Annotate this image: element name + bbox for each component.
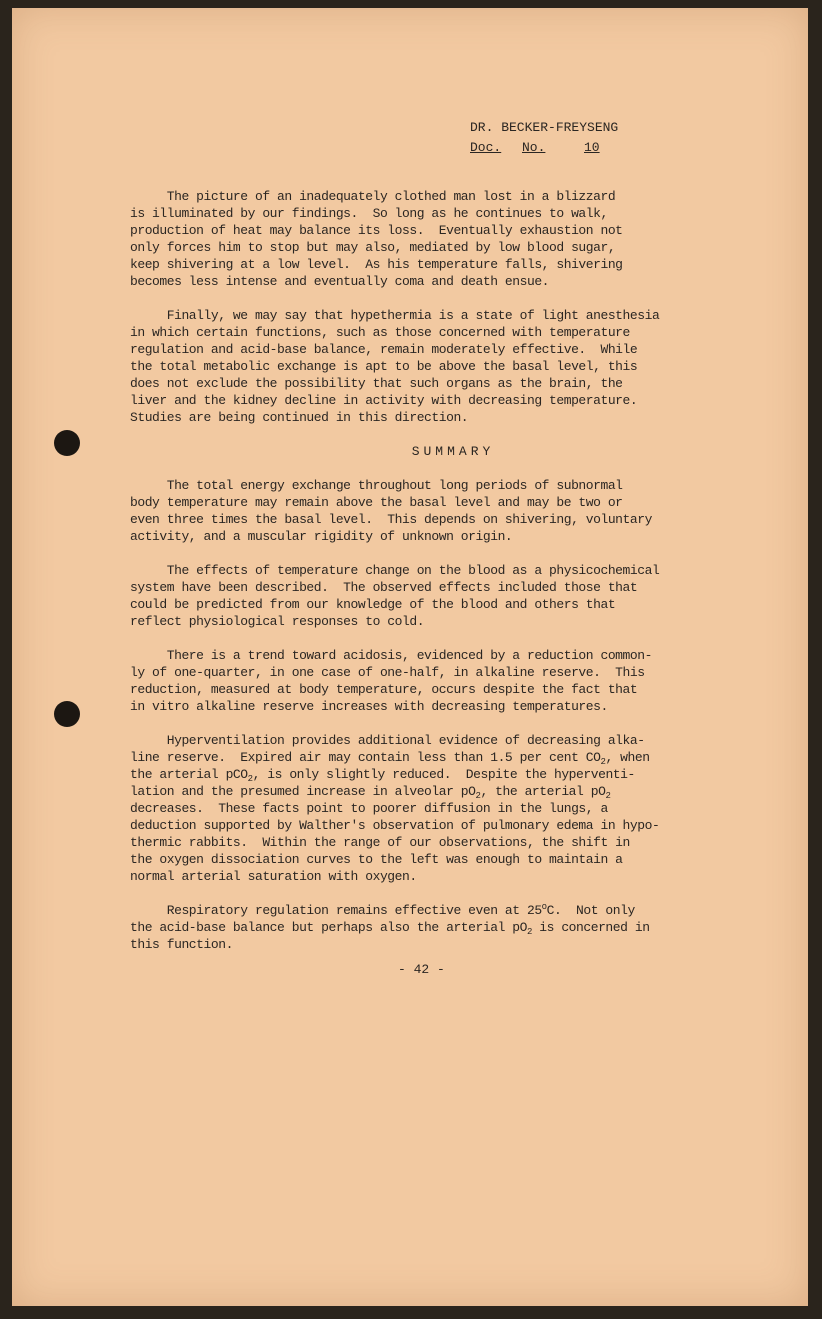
text-line: regulation and acid-base balance, remain moderately effective. While bbox=[130, 342, 638, 357]
punch-hole bbox=[54, 701, 80, 727]
author-name: DR. BECKER-FREYSENG bbox=[470, 120, 619, 135]
paragraph-acidosis bbox=[130, 647, 726, 715]
document-number-line bbox=[470, 138, 618, 158]
text-line: Studies are being continued in this direction. bbox=[130, 410, 469, 425]
paragraph-hypothermia bbox=[130, 307, 726, 426]
paragraph-hyperventilation bbox=[130, 732, 726, 885]
text-line: activity, and a muscular rigidity of unknown origin. bbox=[130, 529, 513, 544]
text-line: The effects of temperature change on the blood as a physicochemical bbox=[130, 563, 660, 578]
doc-number: 10 bbox=[584, 140, 600, 155]
text-line: There is a trend toward acidosis, evidenced by a reduction common- bbox=[130, 648, 652, 663]
text-line: deduction supported by Walther's observation of pulmonary edema in hypo- bbox=[130, 818, 660, 833]
paragraph-blood-effects bbox=[130, 562, 726, 630]
text-line: the total metabolic exchange is apt to be above the basal level, this bbox=[130, 359, 638, 374]
paragraph-energy-exchange bbox=[130, 477, 726, 545]
text-line: Finally, we may say that hypethermia is a state of light anesthesia bbox=[130, 308, 660, 323]
document-header bbox=[470, 118, 618, 158]
document-body bbox=[130, 188, 726, 953]
text-line: liver and the kidney decline in activity with decreasing temperature. bbox=[130, 393, 638, 408]
text-line: keep shivering at a low level. As his temperature falls, shivering bbox=[130, 257, 623, 272]
text-line: Hyperventilation provides additional evidence of decreasing alka- bbox=[130, 733, 645, 748]
summary-heading: SUMMARY bbox=[411, 444, 495, 459]
text-line: body temperature may remain above the basal level and may be two or bbox=[130, 495, 623, 510]
text-line: the acid-base balance but perhaps also the arterial $pO_2$ is concerned in bbox=[130, 920, 650, 937]
text-line: thermic rabbits. Within the range of our observations, the shift in bbox=[130, 835, 630, 850]
no-label: No. bbox=[522, 140, 546, 155]
text-line: reduction, measured at body temperature, occurs despite the fact that bbox=[130, 682, 638, 697]
text-line: The total energy exchange throughout long periods of subnormal bbox=[130, 478, 623, 493]
doc-label: Doc. bbox=[470, 140, 502, 155]
text-line: reflect physiological responses to cold. bbox=[130, 614, 425, 629]
text-line: this function. bbox=[130, 937, 233, 952]
text-line: system have been described. The observed effects included those that bbox=[130, 580, 638, 595]
text-line: ly of one-quarter, in one case of one-half, in alkaline reserve. This bbox=[130, 665, 645, 680]
text-line: the oxygen dissociation curves to the left was enough to maintain a bbox=[130, 852, 623, 867]
text-line: line reserve. Expired air may contain less than 1.5 per cent $CO_2$, when bbox=[130, 750, 650, 767]
text-line: could be predicted from our knowledge of the blood and others that bbox=[130, 597, 616, 612]
text-line: becomes less intense and eventually coma and death ensue. bbox=[130, 274, 550, 289]
text-line: Respiratory regulation remains effective even at 25$^o$C. Not only bbox=[130, 902, 635, 918]
text-line: production of heat may balance its loss. Eventually exhaustion not bbox=[130, 223, 623, 238]
text-line: does not exclude the possibility that such organs as the brain, the bbox=[130, 376, 623, 391]
text-line: in vitro alkaline reserve increases with decreasing temperatures. bbox=[130, 699, 608, 714]
text-line: lation and the presumed increase in alveolar $pO_2$, the arterial $pO_2$ bbox=[130, 784, 611, 801]
paragraph-respiratory-regulation bbox=[130, 902, 726, 953]
text-line: the arterial pCO$_2$, is only slightly reduced. Despite the hyperventi- bbox=[130, 767, 635, 784]
page-number: - 42 - bbox=[398, 962, 445, 977]
text-line: even three times the basal level. This depends on shivering, voluntary bbox=[130, 512, 652, 527]
text-line: decreases. These facts point to poorer diffusion in the lungs, a bbox=[130, 801, 608, 816]
paragraph-blizzard bbox=[130, 188, 726, 290]
document-page bbox=[12, 8, 808, 1306]
text-line: The picture of an inadequately clothed man lost in a blizzard bbox=[130, 189, 616, 204]
text-line: is illuminated by our findings. So long as he continues to walk, bbox=[130, 206, 608, 221]
text-line: normal arterial saturation with oxygen. bbox=[130, 869, 417, 884]
text-line: in which certain functions, such as those concerned with temperature bbox=[130, 325, 630, 340]
text-line: only forces him to stop but may also, mediated by low blood sugar, bbox=[130, 240, 616, 255]
punch-hole bbox=[54, 430, 80, 456]
